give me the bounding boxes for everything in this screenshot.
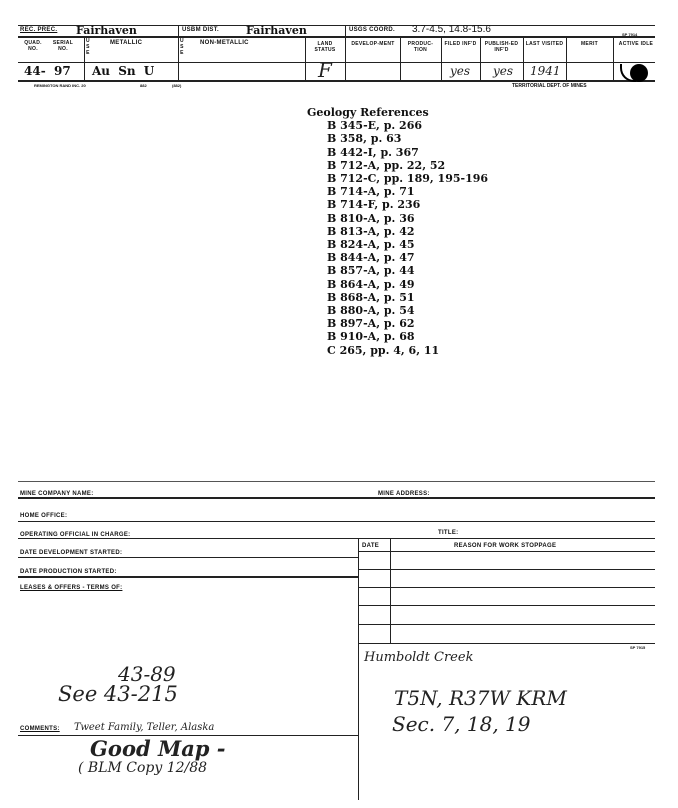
handwritten-ref-2: See 43-215 — [58, 682, 178, 706]
usgs-coord-value: 3.7-4.5, 14.8-15.6 — [412, 24, 491, 35]
merit-label: MERIT — [580, 41, 599, 47]
handwritten-location: Humboldt Creek — [364, 650, 474, 665]
reason-label: REASON FOR WORK STOPPAGE — [454, 543, 557, 549]
reference-item: B 897-A, p. 62 — [327, 317, 415, 331]
territorial-dept: TERRITORIAL DEPT. OF MINES — [512, 83, 587, 89]
published-label: PUBLISH-ED INF'D — [484, 41, 519, 53]
handwritten-comments: Tweet Family, Teller, Alaska — [74, 722, 215, 733]
references-title: Geology References — [307, 106, 429, 119]
reference-item: B 813-A, p. 42 — [327, 224, 415, 238]
home-office-label: HOME OFFICE: — [20, 513, 68, 519]
reference-item: C 265, pp. 4, 6, 11 — [327, 343, 440, 357]
printer-line: REMINGTON RAND INC. 20 — [34, 83, 86, 88]
quad-value: 44- — [24, 64, 46, 78]
printer-code-2: (882) — [172, 83, 182, 88]
comments-label: COMMENTS: — [20, 726, 60, 732]
dev-started-label: DATE DEVELOPMENT STARTED: — [20, 550, 123, 556]
reference-item: B 712-A, pp. 22, 52 — [327, 158, 446, 172]
reference-item: B 714-A, p. 71 — [327, 185, 415, 199]
mine-address-label: MINE ADDRESS: — [378, 491, 430, 497]
printer-code-1: 882 — [140, 83, 147, 88]
metallic-label: METALLIC — [110, 40, 143, 46]
usbm-dist-label: USBM DIST. — [182, 27, 220, 33]
title-label: TITLE: — [438, 530, 459, 536]
leases-label: LEASES & OFFERS - TERMS OF: — [20, 585, 123, 591]
form-number-bottom: SP 7915 — [630, 645, 646, 650]
reference-item: B 880-A, p. 54 — [327, 304, 415, 318]
use-label-metallic: U S E — [86, 38, 90, 56]
reference-item: B 810-A, p. 36 — [327, 211, 415, 225]
form-number-top: SP 7914 — [622, 32, 638, 37]
handwritten-ref-1: 43-89 — [118, 662, 176, 686]
active-idle-label: ACTIVE IDLE — [618, 41, 654, 47]
reference-item: B 844-A, p. 47 — [327, 251, 415, 265]
last-visited-value: 1941 — [530, 64, 561, 78]
metallic-value: Au Sn U — [92, 64, 155, 78]
usbm-dist-value: Fairhaven — [246, 24, 307, 37]
reference-item: B 868-A, p. 51 — [327, 290, 415, 304]
operating-official-label: OPERATING OFFICIAL IN CHARGE: — [20, 532, 131, 538]
handwritten-township: T5N, R37W KRM — [394, 686, 567, 710]
reference-item: B 824-A, p. 45 — [327, 238, 415, 252]
reference-item: B 358, p. 63 — [327, 132, 402, 146]
development-label: DEVELOP-MENT — [351, 41, 395, 47]
handwritten-sections: Sec. 7, 18, 19 — [392, 712, 531, 736]
prod-started-label: DATE PRODUCTION STARTED: — [20, 569, 117, 575]
rec-prec-label: REC. PREC. — [20, 27, 58, 33]
usgs-coord-label: USGS COORD. — [349, 27, 395, 33]
reference-item: B 442-I, p. 367 — [327, 145, 419, 159]
production-label: PRODUC-TION — [407, 41, 434, 53]
reference-item: B 910-A, p. 68 — [327, 330, 415, 344]
handwritten-note-2: ( BLM Copy 12/88 — [78, 760, 208, 776]
non-metallic-label: NON-METALLIC — [200, 40, 249, 46]
use-label-nonmetallic: U S E — [180, 38, 184, 56]
handwritten-note-1: Good Map - — [90, 736, 226, 761]
last-visited-label: LAST VISITED — [525, 41, 564, 47]
land-status-label: LAND STATUS — [314, 41, 336, 53]
reference-item: B 864-A, p. 49 — [327, 277, 415, 291]
quad-label: QUAD. NO. — [24, 40, 42, 52]
reference-item: B 857-A, p. 44 — [327, 264, 415, 278]
filed-value: yes — [450, 64, 471, 78]
reference-item: B 714-F, p. 236 — [327, 198, 421, 212]
published-value: yes — [493, 64, 514, 78]
land-status-value: F — [318, 58, 332, 82]
reference-item: B 712-C, pp. 189, 195-196 — [327, 172, 489, 186]
serial-label: SERIAL NO. — [52, 40, 74, 52]
filed-info-label: FILED INF'D — [444, 41, 477, 47]
reference-item: B 345-E, p. 266 — [327, 119, 423, 133]
mine-company-label: MINE COMPANY NAME: — [20, 491, 94, 497]
serial-value: 97 — [54, 64, 71, 78]
rec-prec-value: Fairhaven — [76, 24, 137, 37]
date-label: DATE — [362, 543, 380, 549]
geology-references — [307, 106, 488, 357]
